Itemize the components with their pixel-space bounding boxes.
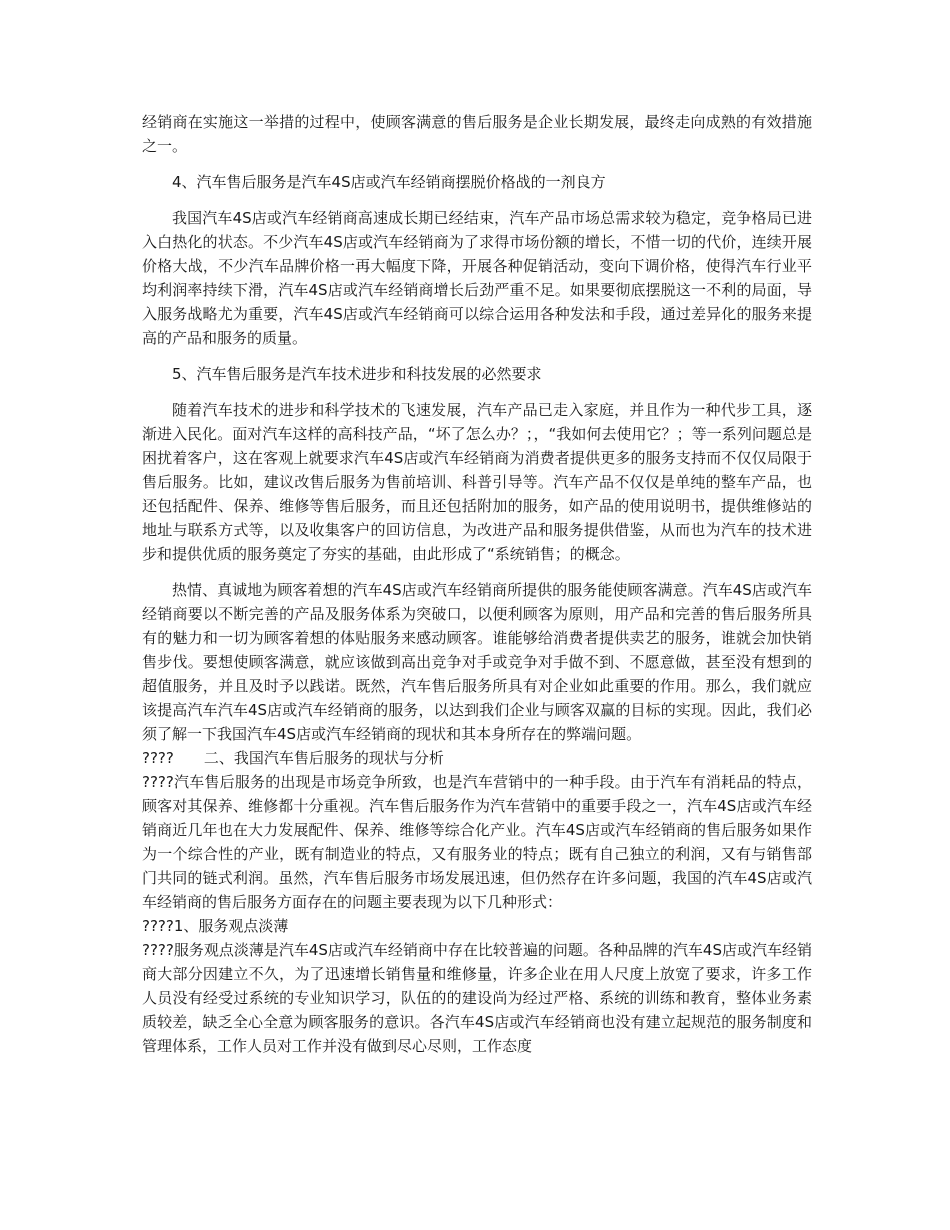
paragraph-customer-satisfaction: 热情、真诚地为顾客着想的汽车4S店或汽车经销商所提供的服务能使顾客满意。汽车4S店或汽车经销商要以不断完善的产品及服务体系为突破口，以便利顾客为原则，用产品和完善的售后服务所具有的魅力和一切为顾客着想的体贴服务来感动顾客。谁能够给消费者提供卖艺的服务，谁就会加快销售步伐。要想使顾客满意，就应该做到高出竞争对手或竞争对手做不到、不愿意做，甚至没有想到的超值服务，并且及时予以践诺。既然，汽车售后服务所具有对企业如此重要的作用。那么，我们就应该提高汽车汽车4S店或汽车经销商的服务，以达到我们企业与顾客双赢的目标的实现。因此，我们必须了解一下我国汽车4S店或汽车经销商的现状和其本身所存在的弊端问题。 <box>142 581 812 743</box>
paragraph-technology-progress: 随着汽车技术的进步和科学技术的飞速发展，汽车产品已走入家庭，并且作为一种代步工具，逐渐进入民化。面对汽车这样的高科技产品，“坏了怎么办？；，“我如何去使用它？；等一系列问题总是困扰着客户，这在客观上就要求汽车4S店或汽车经销商为消费者提供更多的服务支持而不仅仅局限于售后服务。比如，建议改售后服务为售前培训、科普引导等。汽车产品不仅仅是单纯的整车产品，也还包括配件、保养、维修等售后服务，而且还包括附加的服务，如产品的使用说明书，提供维修站的地址与联系方式等，以及收集客户的回访信息，为改进产品和服务提供借鉴，从而也为汽车的技术进步和提供优质的服务奠定了夯实的基础，由此形成了“系统销售；的概念。 <box>142 401 812 563</box>
section-heading-5: 5、汽车售后服务是汽车技术进步和科技发展的必然要求 <box>172 365 542 383</box>
subsection-heading-service-concept: ????1、服务观点淡薄 <box>142 917 289 935</box>
paragraph-price-war: 我国汽车4S店或汽车经销商高速成长期已经结束，汽车产品市场总需求较为稳定，竞争格局已进入白热化的状态。不少汽车4S店或汽车经销商为了求得市场份额的增长，不惜一切的代价，连续开展价格大战，不少汽车品牌价格一再大幅度下降，开展各种促销活动，变向下调价格，使得汽车行业平均利润率持续下滑，汽车4S店或汽车经销商增长后劲严重不足。如果要彻底摆脱这一不利的局面，导入服务战略尤为重要，汽车4S店或汽车经销商可以综合运用各种发法和手段，通过差异化的服务来提高的产品和服务的质量。 <box>142 209 812 347</box>
paragraph-intro-continuation: 经销商在实施这一举措的过程中，使顾客满意的售后服务是企业长期发展，最终走向成熟的有效措施之一。 <box>142 113 812 155</box>
paragraph-service-concept: ????服务观点淡薄是汽车4S店或汽车经销商中存在比较普遍的问题。各种品牌的汽车4S店或汽车经销商大部分因建立不久，为了迅速增长销售量和维修量，许多企业在用人尺度上放宽了要求，许多工作人员没有经受过系统的专业知识学习，队伍的的建设尚为经过严格、系统的训练和教育，整体业务素质较差，缺乏全心全意为顾客服务的意识。各汽车4S店或汽车经销商也没有建立起规范的服务制度和管理体系，工作人员对工作并没有做到尽心尽则，工作态度 <box>142 941 812 1055</box>
document-page <box>142 110 812 1058</box>
section-heading-status-analysis: ???? 二、我国汽车售后服务的现状与分析 <box>142 749 444 767</box>
section-heading-4: 4、汽车售后服务是汽车4S店或汽车经销商摆脱价格战的一剂良方 <box>172 173 606 191</box>
paragraph-status-overview: ????汽车售后服务的出现是市场竞争所致，也是汽车营销中的一种手段。由于汽车有消耗品的特点，顾客对其保养、维修都十分重视。汽车售后服务作为汽车营销中的重要手段之一，汽车4S店或汽车经销商近几年也在大力发展配件、保养、维修等综合化产业。汽车4S店或汽车经销商的售后服务如果作为一个综合性的产业，既有制造业的特点，又有服务业的特点；既有自己独立的利润，又有与销售部门共同的链式利润。虽然，汽车售后服务市场发展迅速，但仍然存在许多问题，我国的汽车4S店或汽车经销商的售后服务方面存在的问题主要表现为以下几种形式： <box>142 773 812 911</box>
